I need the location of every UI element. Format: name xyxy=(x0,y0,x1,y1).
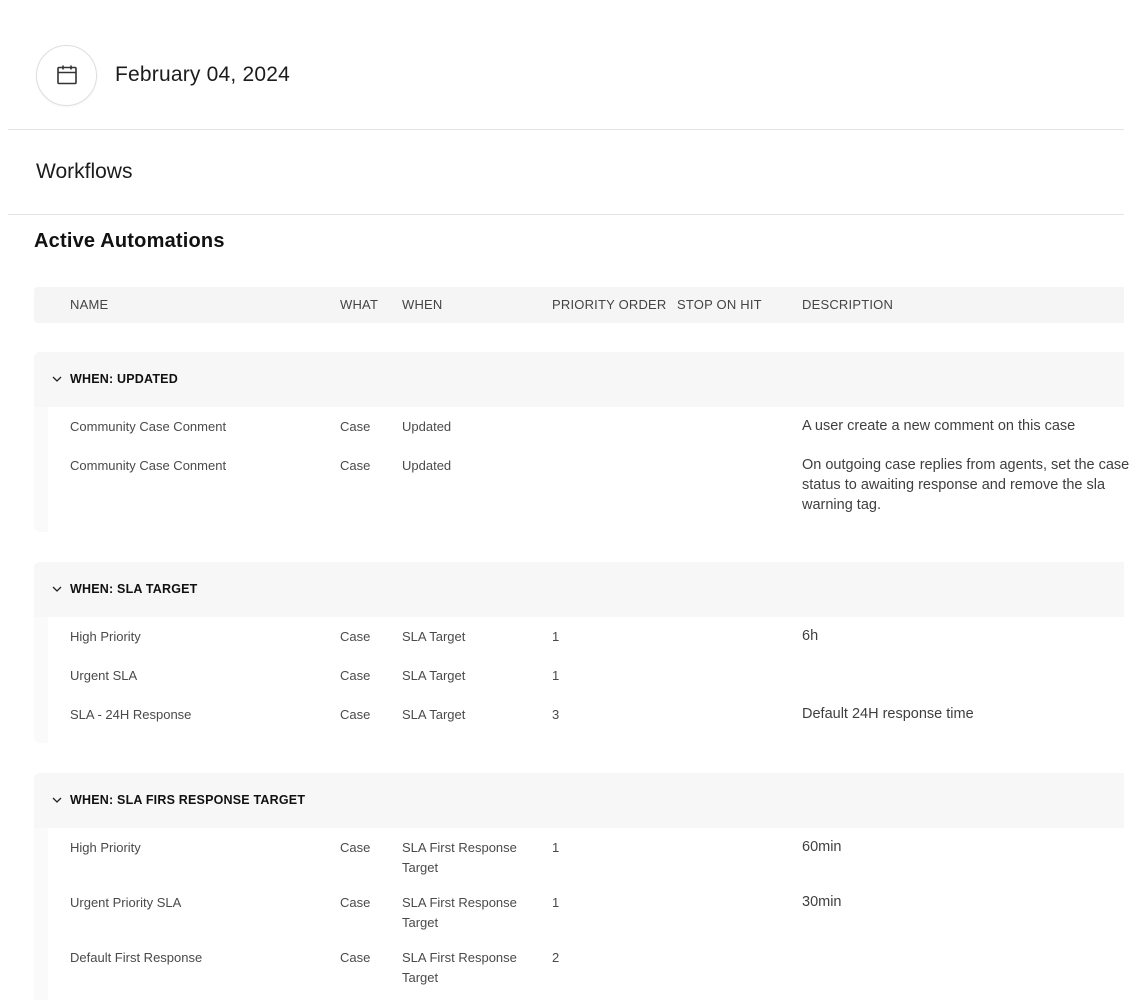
row-description: On outgoing case replies from agents, set the case status to awaiting response and remove the sla warning tag. xyxy=(802,457,1130,513)
row-priority: 1 xyxy=(552,668,560,683)
row-description: Default 24H response time xyxy=(802,706,974,722)
group-rows xyxy=(48,407,1130,532)
row-when: SLA Target xyxy=(402,668,466,683)
row-name: Urgent Priority SLA xyxy=(70,895,182,910)
calendar-icon xyxy=(55,63,79,87)
row-what: Case xyxy=(340,895,371,910)
row-when: SLA First Response Target xyxy=(402,840,517,875)
table-row[interactable] xyxy=(48,407,1124,446)
date-picker-button[interactable] xyxy=(36,45,97,106)
row-name: Urgent SLA xyxy=(70,668,138,683)
group-when-sla-first-response-target xyxy=(34,773,1124,1000)
row-priority: 1 xyxy=(552,629,560,644)
row-when: SLA Target xyxy=(402,707,466,722)
row-when: SLA First Response Target xyxy=(402,895,517,930)
row-name: Default First Response xyxy=(70,950,203,965)
group-header[interactable] xyxy=(34,352,1124,407)
row-priority: 1 xyxy=(552,840,560,855)
row-priority: 1 xyxy=(552,895,560,910)
table-row[interactable] xyxy=(48,883,1124,938)
group-title: WHEN: SLA FIRS RESPONSE TARGET xyxy=(70,793,306,807)
column-header-stop-on-hit[interactable]: STOP ON HIT xyxy=(677,297,762,312)
row-name: Community Case Conment xyxy=(70,419,227,434)
row-what: Case xyxy=(340,707,371,722)
column-header-priority-order[interactable]: PRIORITY ORDER xyxy=(552,297,667,312)
group-title: WHEN: SLA TARGET xyxy=(70,582,198,596)
row-what: Case xyxy=(340,458,371,473)
row-when: Updated xyxy=(402,458,452,473)
table-row[interactable] xyxy=(48,446,1130,532)
column-header-when[interactable]: WHEN xyxy=(402,297,443,312)
group-when-updated xyxy=(34,352,1130,532)
row-priority: 2 xyxy=(552,950,560,965)
row-description: A user create a new comment on this case xyxy=(802,418,1076,434)
row-what: Case xyxy=(340,629,371,644)
row-what: Case xyxy=(340,419,371,434)
group-header[interactable] xyxy=(34,773,1124,828)
row-name: Community Case Conment xyxy=(70,458,227,473)
table-row[interactable] xyxy=(48,656,1124,695)
row-what: Case xyxy=(340,668,371,683)
row-description: 60min xyxy=(802,839,842,855)
table-row[interactable] xyxy=(48,828,1124,883)
group-rows xyxy=(48,617,1124,743)
group-header[interactable] xyxy=(34,562,1124,617)
row-priority: 3 xyxy=(552,707,560,722)
table-header xyxy=(34,287,1124,323)
column-header-what[interactable]: WHAT xyxy=(340,297,379,312)
section-title: Workflows xyxy=(36,160,133,183)
divider xyxy=(8,129,1124,130)
table-row[interactable] xyxy=(48,938,1124,993)
row-when: SLA First Response Target xyxy=(402,950,517,985)
row-name: High Priority xyxy=(70,629,141,644)
page-heading: Active Automations xyxy=(34,230,225,252)
group-when-sla-target xyxy=(34,562,1124,743)
divider xyxy=(8,214,1124,215)
table-row[interactable] xyxy=(48,617,1124,656)
row-what: Case xyxy=(340,950,371,965)
row-what: Case xyxy=(340,840,371,855)
row-when: SLA Target xyxy=(402,629,466,644)
group-rows xyxy=(48,828,1124,1000)
column-header-description[interactable]: DESCRIPTION xyxy=(802,297,894,312)
row-when: Updated xyxy=(402,419,452,434)
row-name: SLA - 24H Response xyxy=(70,707,192,722)
date-header xyxy=(36,44,290,106)
row-description: 30min xyxy=(802,894,842,910)
chevron-down-icon[interactable] xyxy=(51,583,63,595)
row-name: High Priority xyxy=(70,840,141,855)
column-header-name[interactable]: NAME xyxy=(70,297,109,312)
group-title: WHEN: UPDATED xyxy=(70,372,178,386)
current-date: February 04, 2024 xyxy=(115,63,291,86)
row-description: 6h xyxy=(802,628,819,644)
chevron-down-icon[interactable] xyxy=(51,373,63,385)
chevron-down-icon[interactable] xyxy=(51,794,63,806)
table-row[interactable] xyxy=(48,695,1124,743)
